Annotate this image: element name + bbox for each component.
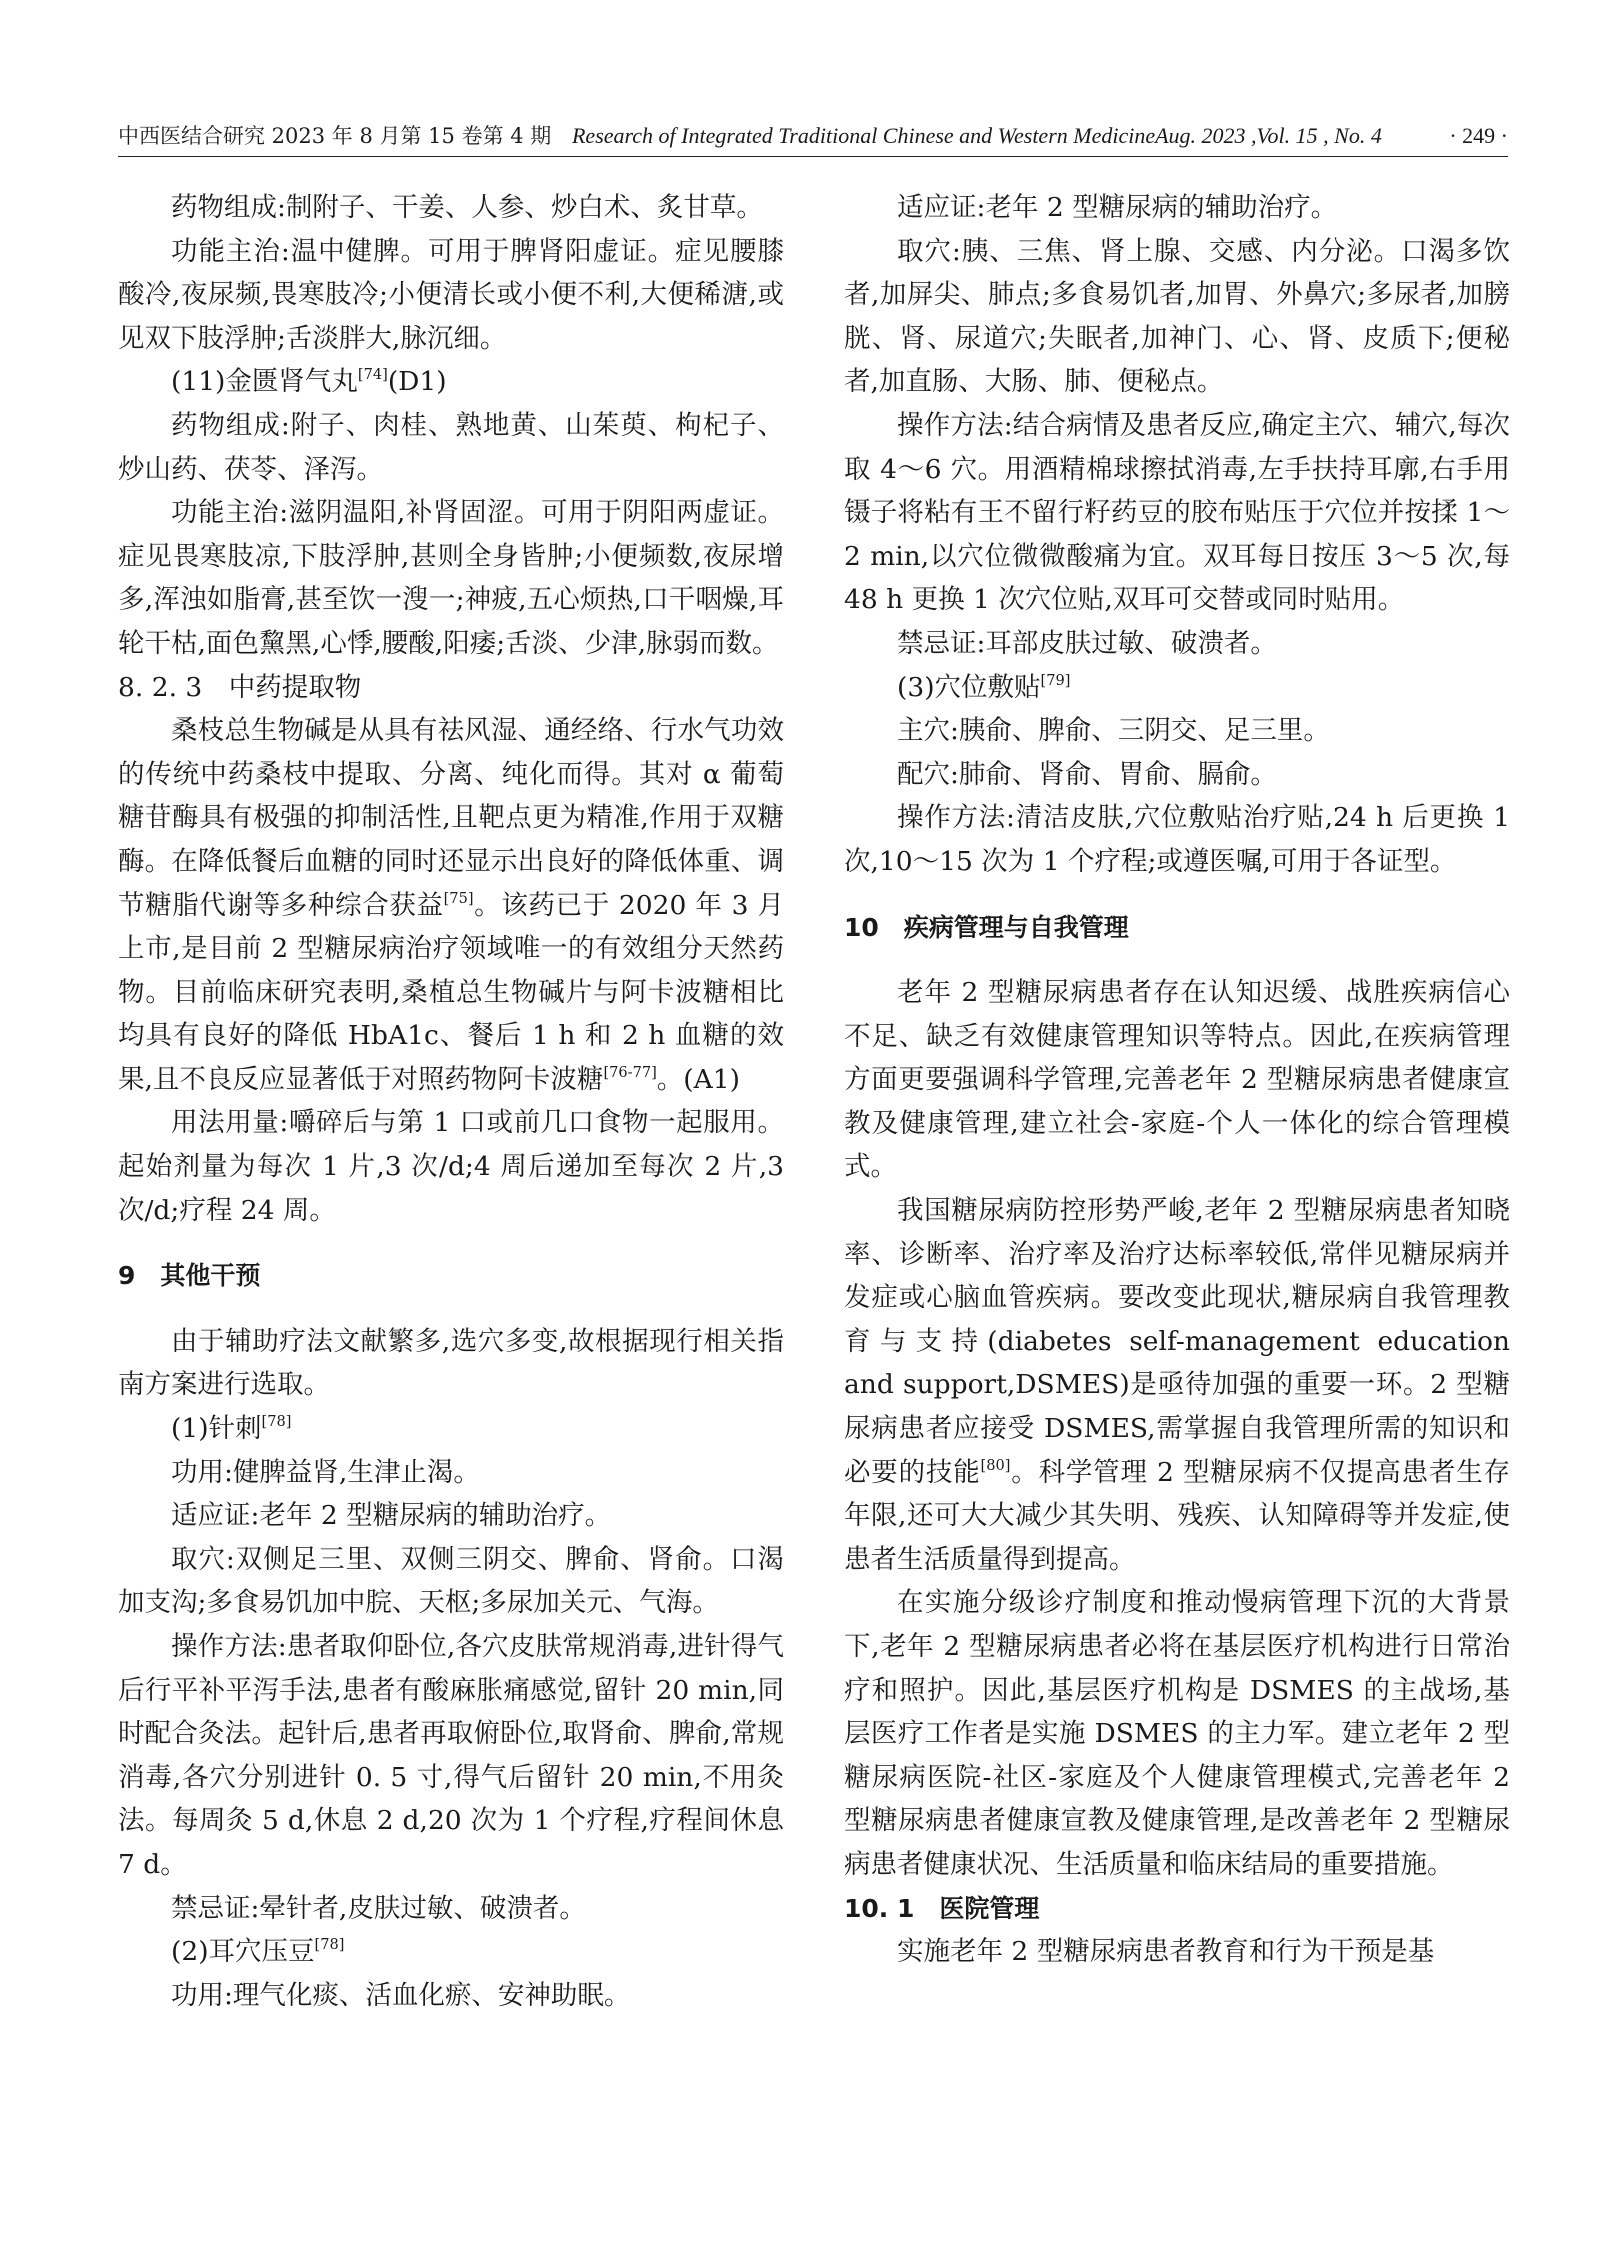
paragraph: 取穴:双侧足三里、双侧三阴交、脾俞、肾俞。口渴加支沟;多食易饥加中脘、天枢;多尿加关元、气海。 [118,1543,784,1619]
subsection-item: (3)穴位敷贴[79] [897,671,1071,703]
journal-title-cn: 中西医结合研究 2023 年 8 月第 15 卷第 4 期 [118,124,552,148]
citation: [78] [314,1936,345,1954]
paragraph: 在实施分级诊疗制度和推动慢病管理下沉的大背景下,老年 2 型糖尿病患者必将在基层医疗机构进行日常治疗和照护。因此,基层医疗机构是 DSMES 的主战场,基层医疗工作者是实施 DSMES 的主力军。建立老年 2 型糖尿病医院-社区-家庭及个人健康管理模式,完善老年 2 型糖尿病患者健康宣教及健康管理,是改善老年 2 型糖尿病患者健康状况、生活质量和临床结局的重要措施。 [844,1587,1510,1880]
paragraph: 适应证:老年 2 型糖尿病的辅助治疗。 [171,1500,612,1532]
paragraph: 药物组成:制附子、干姜、人参、炒白术、炙甘草。 [171,192,763,223]
paragraph: 禁忌证:晕针者,皮肤过敏、破溃者。 [171,1892,586,1924]
subsection-item: (2)耳穴压豆[78] [171,1936,345,1968]
left-column [118,186,784,2017]
citation: [80] [980,1456,1011,1474]
paragraph: 操作方法:患者取仰卧位,各穴皮肤常规消毒,进针得气后行平补平泻手法,患者有酸麻胀痛感觉,留针 20 min,同时配合灸法。起针后,患者再取俯卧位,取肾俞、脾俞,常规消毒,各穴分别进针 0. 5 寸,得气后留针 20 min,不用灸法。每周灸 5 d,休息 2 d,20 次为 1 个疗程,疗程间休息 7 d。 [118,1631,784,1880]
citation: [74] [357,366,388,384]
paragraph: 操作方法:结合病情及患者反应,确定主穴、辅穴,每次取 4～6 穴。用酒精棉球擦拭消毒,左手扶持耳廓,右手用镊子将粘有王不留行籽药豆的胶布贴压于穴位并按揉 1～2 min,以穴位微微酸痛为宜。双耳每日按压 3～5 次,每 48 h 更换 1 次穴位贴,双耳可交替或同时贴用。 [844,409,1510,616]
paragraph: 取穴:胰、三焦、肾上腺、交感、内分泌。口渴多饮者,加屏尖、肺点;多食易饥者,加胃、外鼻穴;多尿者,加膀胱、肾、尿道穴;失眠者,加神门、心、肾、皮质下;便秘者,加直肠、大肠、肺、便秘点。 [844,235,1510,398]
citation: [78] [261,1413,292,1431]
paragraph: 适应证:老年 2 型糖尿病的辅助治疗。 [897,192,1338,223]
subsection-heading: 8. 2. 3 中药提取物 [118,671,362,703]
right-column [844,186,1510,1974]
paragraph: 桑枝总生物碱是从具有祛风湿、通经络、行水气功效的传统中药桑枝中提取、分离、纯化而得。其对 α 葡萄糖苷酶具有极强的抑制活性,且靶点更为精准,作用于双糖酶。在降低餐后血糖的同时还显示出良好的降低体重、调节糖脂代谢等多种综合获益[75]。该药已于 2020 年 3 月上市,是目前 2 型糖尿病治疗领域唯一的有效组分天然药物。目前临床研究表明,桑植总生物碱片与阿卡波糖相比均具有良好的降低 HbA1c、餐后 1 h 和 2 h 血糖的效果,且不良反应显著低于对照药物阿卡波糖[76-77]。(A1) [118,715,785,1095]
subsection-item: (1)针刺[78] [171,1413,292,1445]
paragraph: 功用:健脾益肾,生津止渴。 [171,1456,480,1488]
subsection-heading: 10. 1 医院管理 [844,1893,1040,1923]
subsection-item: (11)金匮肾气丸[74](D1) [171,366,447,398]
citation: [76-77] [603,1063,657,1081]
paragraph: 主穴:胰俞、脾俞、三阴交、足三里。 [897,715,1330,747]
paragraph: 老年 2 型糖尿病患者存在认知迟缓、战胜疾病信心不足、缺乏有效健康管理知识等特点。因此,在疾病管理方面更要强调科学管理,完善老年 2 型糖尿病患者健康宣教及健康管理,建立社会-家庭-个人一体化的综合管理模式。 [844,977,1510,1183]
paragraph: 功能主治:温中健脾。可用于脾肾阳虚证。症见腰膝酸冷,夜尿频,畏寒肢冷;小便清长或小便不利,大便稀溏,或见双下肢浮肿;舌淡胖大,脉沉细。 [118,235,784,354]
paragraph: 药物组成:附子、肉桂、熟地黄、山茱萸、枸杞子、炒山药、茯苓、泽泻。 [118,409,784,485]
paragraph: 用法用量:嚼碎后与第 1 口或前几口食物一起服用。起始剂量为每次 1 片,3 次/d;4 周后递加至每次 2 片,3 次/d;疗程 24 周。 [118,1107,784,1226]
section-heading: 9 其他干预 [118,1261,261,1291]
paragraph: 功用:理气化痰、活血化瘀、安神助眠。 [171,1979,631,2011]
paragraph: 配穴:肺俞、肾俞、胃俞、膈俞。 [897,758,1277,790]
paragraph: 操作方法:清洁皮肤,穴位敷贴治疗贴,24 h 后更换 1 次,10～15 次为 1 个疗程;或遵医嘱,可用于各证型。 [844,802,1510,877]
journal-title-en: Research of Integrated Traditional Chinese and Western MedicineAug. 2023 ,Vol. 15 , No. 4 [571,123,1382,148]
paragraph: 实施老年 2 型糖尿病患者教育和行为干预是基 [897,1936,1435,1968]
running-header [118,116,1508,157]
page-number: · 249 · [1449,123,1508,148]
paragraph: 禁忌证:耳部皮肤过敏、破溃者。 [897,627,1277,659]
paragraph: 由于辅助疗法文献繁多,选穴多变,故根据现行相关指南方案进行选取。 [118,1325,784,1401]
citation: [79] [1040,671,1071,689]
section-heading: 10 疾病管理与自我管理 [844,912,1129,942]
paragraph: 我国糖尿病防控形势严峻,老年 2 型糖尿病患者知晓率、诊断率、治疗率及治疗达标率较低,常伴见糖尿病并发症或心脑血管疾病。要改变此现状,糖尿病自我管理教育与支持(diabetes self-management education and support,DSMES)是亟待加强的重要一环。2 型糖尿病患者应接受 DSMES,需掌握自我管理所需的知识和必要的技能[80]。科学管理 2 型糖尿病不仅提高患者生存年限,还可大大减少其失明、残疾、认知障碍等并发症,使患者生活质量得到提高。 [844,1195,1510,1575]
paragraph: 功能主治:滋阴温阳,补肾固涩。可用于阴阳两虚证。症见畏寒肢凉,下肢浮肿,甚则全身皆肿;小便频数,夜尿增多,浑浊如脂膏,甚至饮一溲一;神疲,五心烦热,口干咽燥,耳轮干枯,面色黧黑,心悸,腰酸,阳痿;舌淡、少津,脉弱而数。 [118,497,784,659]
citation: [75] [443,889,474,907]
